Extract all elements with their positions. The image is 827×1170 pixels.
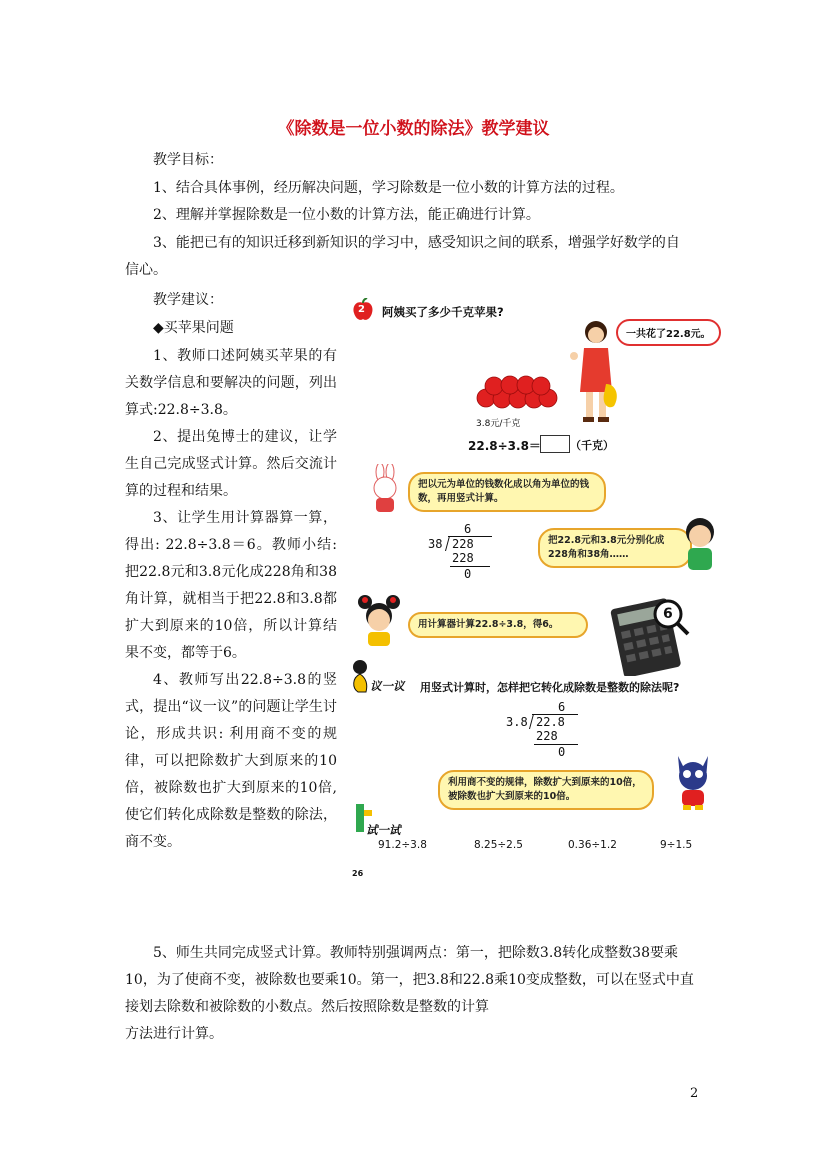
rabbit-speech-bubble: 把以元为单位的钱数化成以角为单位的钱数，再用竖式计算。 bbox=[408, 472, 606, 512]
cat-speech-bubble: 利用商不变的规律，除数扩大到原来的10倍，被除数也扩大到原来的10倍。 bbox=[438, 770, 654, 810]
unit-label: （千克） bbox=[570, 439, 614, 452]
goals-heading: 教学目标： bbox=[153, 152, 223, 168]
apples-icon bbox=[474, 370, 558, 410]
advice-paragraph-1: 1、教师口述阿姨买苹果的有关数学信息和要解决的问题，列出算式:22.8÷3.8。 bbox=[125, 348, 337, 418]
exercise-2: 8.25÷2.5 bbox=[474, 839, 523, 851]
cat-illustration-icon bbox=[670, 750, 716, 812]
calculator-icon bbox=[610, 592, 694, 676]
advice-heading: 教学建议： bbox=[153, 292, 223, 308]
para5-line-2: 10，为了使商不变，被除数也要乘10。第一，把3.8和22.8乘10变成整数，可以在竖式中直 bbox=[125, 972, 694, 988]
advice-paragraph-5 bbox=[125, 940, 705, 1048]
boy-speech-bubble: 把22.8元和3.8元分别化成228角和38角…… bbox=[538, 528, 692, 568]
page-number: 2 bbox=[690, 1086, 699, 1101]
division1-product: 228 bbox=[452, 551, 474, 565]
long-division-1 bbox=[428, 522, 508, 584]
exercise-3: 0.36÷1.2 bbox=[568, 839, 617, 851]
aunt-speech-bubble: 一共花了22.8元。 bbox=[616, 319, 721, 346]
division2-quotient: 6 bbox=[558, 700, 566, 714]
advice-paragraph-3: 3、让学生用计算器算一算，得出: 22.8÷3.8＝6。教师小结:把22.8元和3.8元化成228角和38角计算，就相当于把22.8和3.8都扩大到原来的10倍，所以计算结果不变，都等于6。 bbox=[125, 510, 337, 661]
exercise-4: 9÷1.5 bbox=[660, 839, 693, 851]
question-text: 阿姨买了多少千克苹果? bbox=[382, 305, 504, 319]
try-label: 试一试 bbox=[366, 823, 401, 837]
textbook-figure bbox=[348, 292, 728, 884]
book-page-number: 26 bbox=[352, 869, 364, 878]
goal-1: 1、结合具体事例，经历解决问题，学习除数是一位小数的计算方法的过程。 bbox=[153, 180, 624, 196]
para5-line-1: 5、师生共同完成竖式计算。教师特别强调两点：第一，把除数3.8转化成整数38要乘 bbox=[153, 945, 678, 961]
boy-illustration-icon bbox=[680, 514, 720, 572]
division2-remainder: 0 bbox=[558, 745, 566, 759]
price-label: 3.8元/千克 bbox=[476, 419, 521, 429]
para5-line-4: 方法进行计算。 bbox=[125, 1026, 223, 1042]
equation-text: 22.8÷3.8＝ bbox=[468, 439, 541, 453]
aunt-illustration-icon bbox=[566, 314, 622, 429]
long-division-2 bbox=[506, 700, 596, 762]
exercise-1: 91.2÷3.8 bbox=[378, 839, 427, 851]
division1-dividend: 228 bbox=[452, 537, 474, 551]
advice-paragraph-4: 4、教师写出22.8÷3.8的竖式，提出“议一议”的问题让学生讨论，形成共识: 利用商不变的规律，可以把除数扩大到原来的10倍，被除数也扩大到原来的10倍,使它们转化成除数是整数的除法，商不变。 bbox=[125, 672, 337, 850]
advice-paragraph-2: 2、提出兔博士的建议，让学生自己完成竖式计算。然后交流计算的过程和结果。 bbox=[125, 429, 337, 499]
girl-illustration-icon bbox=[356, 592, 402, 648]
division1-divisor: 38 bbox=[428, 537, 443, 551]
goal-2: 2、理解并掌握除数是一位小数的计算方法，能正确进行计算。 bbox=[153, 207, 540, 223]
para5-line-3: 接划去除数和被除数的小数点。然后按照除数是整数的计算 bbox=[125, 999, 489, 1015]
division2-product: 228 bbox=[536, 729, 558, 743]
advice-column bbox=[125, 343, 337, 856]
goal-3-continued: 信心。 bbox=[125, 262, 167, 278]
rabbit-doctor-icon bbox=[366, 464, 406, 514]
discuss-question: 用竖式计算时，怎样把它转化成除数是整数的除法呢? bbox=[420, 681, 680, 694]
discuss-label: 议一议 bbox=[370, 679, 405, 693]
document-title: 《除数是一位小数的除法》教学建议 bbox=[277, 119, 550, 139]
answer-box bbox=[540, 435, 570, 453]
division2-dividend: 22.8 bbox=[536, 715, 565, 729]
girl-speech-bubble: 用计算器计算22.8÷3.8，得6。 bbox=[408, 612, 588, 638]
question-number: 2 bbox=[358, 304, 365, 315]
division2-divisor: 3.8 bbox=[506, 715, 528, 729]
goal-3: 3、能把已有的知识迁移到新知识的学习中，感受知识之间的联系，增强学好数学的自 bbox=[153, 235, 680, 251]
calculator-display: 6 bbox=[663, 606, 673, 622]
division1-remainder: 0 bbox=[464, 567, 472, 581]
division1-quotient: 6 bbox=[464, 522, 472, 536]
section-heading: ◆买苹果问题 bbox=[153, 320, 234, 336]
